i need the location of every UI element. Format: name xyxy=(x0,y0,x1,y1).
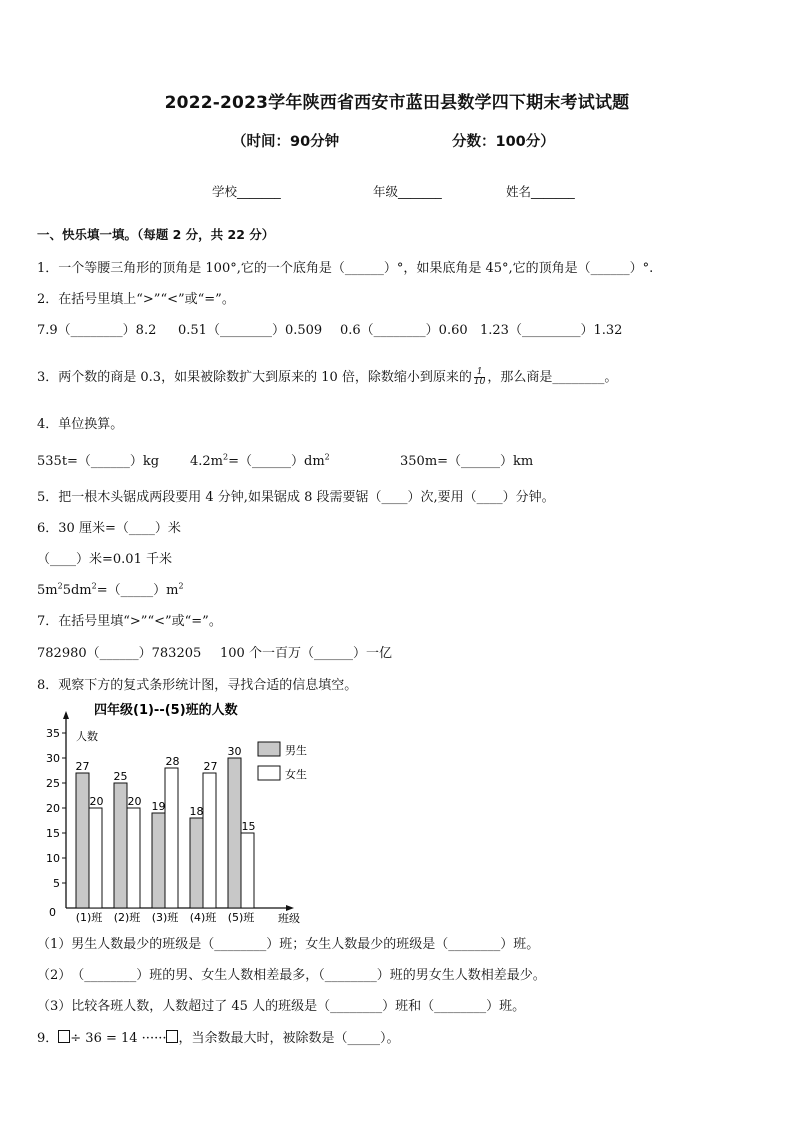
question-9-text: ，当余数最大时，被除数是（_____）。 xyxy=(178,1031,400,1046)
equation-text: ÷ 36 = 14 ······ xyxy=(70,1031,167,1046)
question-2-item: 0.51（________）0.509 xyxy=(178,323,323,338)
superscript: 2 xyxy=(57,581,63,591)
legend-label: 男生 xyxy=(285,744,307,757)
unit-text: =（______）dm xyxy=(228,454,325,469)
question-9 xyxy=(37,1027,400,1046)
y-tick-label: 15 xyxy=(46,827,60,840)
data-label: 30 xyxy=(227,745,242,758)
question-4-item: 350m=（______）km xyxy=(400,454,534,469)
section-heading: 一、快乐填一填。（每题 2 分，共 22 分） xyxy=(37,227,275,242)
y-tick-label: 10 xyxy=(46,852,60,865)
question-3-text: 3．两个数的商是 0.3，如果被除数扩大到原来的 10 倍，除数缩小到原来的 xyxy=(37,370,472,385)
fraction-numerator: 1 xyxy=(474,368,485,378)
school-field: 学校_______ xyxy=(212,184,281,199)
y-tick-label: 25 xyxy=(46,777,60,790)
question-7-item: 100 个一百万（______）一亿 xyxy=(220,646,392,661)
question-number: 9． xyxy=(37,1031,59,1046)
fraction xyxy=(474,368,485,387)
unit-text: 5dm xyxy=(62,583,92,598)
question-6-c xyxy=(37,579,184,598)
question-4-item: 535t=（______）kg xyxy=(37,454,160,469)
bar-boys xyxy=(76,773,89,908)
legend-swatch xyxy=(258,766,280,780)
grade-field: 年级_______ xyxy=(373,184,442,199)
x-axis-arrow xyxy=(286,905,294,911)
data-label: 28 xyxy=(165,755,180,768)
data-label: 15 xyxy=(241,820,256,833)
name-field: 姓名_______ xyxy=(506,184,575,199)
question-4: 4．单位换算。 xyxy=(37,417,124,432)
question-1: 1．一个等腰三角形的顶角是 100°,它的一个底角是（______）°，如果底角是 45°,它的顶角是（______）°. xyxy=(37,261,654,276)
data-label: 27 xyxy=(203,760,218,773)
y-axis-label: 人数 xyxy=(76,730,98,743)
blank-box-icon xyxy=(166,1030,178,1043)
question-2-item: 1.23（_________）1.32 xyxy=(480,323,623,338)
chart-title: 四年级(1)--(5)班的人数 xyxy=(94,703,238,718)
category-label: (2)班 xyxy=(113,911,141,924)
question-2-item: 0.6（________）0.60 xyxy=(340,323,468,338)
superscript: 2 xyxy=(178,581,184,591)
unit-text: 5m xyxy=(37,583,58,598)
y-tick-label: 20 xyxy=(46,802,60,815)
question-2: 2．在括号里填上“>”“<”或“=”。 xyxy=(37,292,235,307)
x-axis-label: 班级 xyxy=(278,912,300,925)
question-2-item: 7.9（________）8.2 xyxy=(37,323,157,338)
superscript: 2 xyxy=(91,581,97,591)
category-label: (4)班 xyxy=(189,911,217,924)
bar-girls xyxy=(127,808,140,908)
page-title: 2022-2023学年陕西省西安市蓝田县数学四下期末考试试题 xyxy=(164,93,630,113)
question-8: 8．观察下方的复式条形统计图，寻找合适的信息填空。 xyxy=(37,678,358,693)
question-4-item xyxy=(190,450,330,469)
question-7: 7．在括号里填“>”“<”或“=”。 xyxy=(37,614,222,629)
question-7-item: 782980（______）783205 xyxy=(37,646,202,661)
unit-text: 4.2m xyxy=(190,454,224,469)
y-tick-label: 5 xyxy=(53,877,60,890)
exam-time: （时间：90分钟 xyxy=(232,134,340,150)
question-5: 5．把一根木头锯成两段要用 4 分钟,如果锯成 8 段需要锯（____）次,要用（____）分钟。 xyxy=(37,490,555,505)
blank-box-icon xyxy=(58,1030,70,1043)
unit-text: =（_____）m xyxy=(96,583,179,598)
bar-girls xyxy=(165,768,178,908)
category-label: (1)班 xyxy=(75,911,103,924)
question-8-3: （3）比较各班人数，人数超过了 45 人的班级是（________）班和（________）班。 xyxy=(37,999,526,1014)
question-3 xyxy=(37,366,617,387)
superscript: 2 xyxy=(324,452,330,462)
question-8-2: （2） （________）班的男、女生人数相差最多，（________）班的男女生人数相差最少。 xyxy=(37,968,546,983)
data-label: 27 xyxy=(75,760,90,773)
legend-swatch xyxy=(258,742,280,756)
bar-chart xyxy=(32,696,332,928)
question-6-b: （____）米=0.01 千米 xyxy=(37,552,172,567)
data-label: 20 xyxy=(127,795,142,808)
bar-boys xyxy=(228,758,241,908)
y-tick-label: 35 xyxy=(46,727,60,740)
question-8-1: （1）男生人数最少的班级是（________）班；女生人数最少的班级是（________）班。 xyxy=(37,937,540,952)
bar-boys xyxy=(190,818,203,908)
bar-boys xyxy=(114,783,127,908)
y-tick-label: 30 xyxy=(46,752,60,765)
data-label: 18 xyxy=(189,805,204,818)
data-label: 19 xyxy=(151,800,166,813)
category-label: (3)班 xyxy=(151,911,179,924)
bar-girls xyxy=(89,808,102,908)
fraction-denominator: 10 xyxy=(473,377,486,387)
question-3-text-end: ，那么商是________。 xyxy=(487,370,618,385)
category-label: (5)班 xyxy=(227,911,255,924)
y-axis-arrow xyxy=(63,711,69,719)
bar-girls xyxy=(241,833,254,908)
legend-label: 女生 xyxy=(285,768,307,781)
data-label: 25 xyxy=(113,770,128,783)
bar-boys xyxy=(152,813,165,908)
data-label: 20 xyxy=(89,795,104,808)
superscript: 2 xyxy=(223,452,229,462)
question-6: 6．30 厘米=（____）米 xyxy=(37,521,181,536)
y-tick-label: 0 xyxy=(49,906,56,919)
bar-girls xyxy=(203,773,216,908)
exam-score: 分数：100分） xyxy=(452,134,555,150)
